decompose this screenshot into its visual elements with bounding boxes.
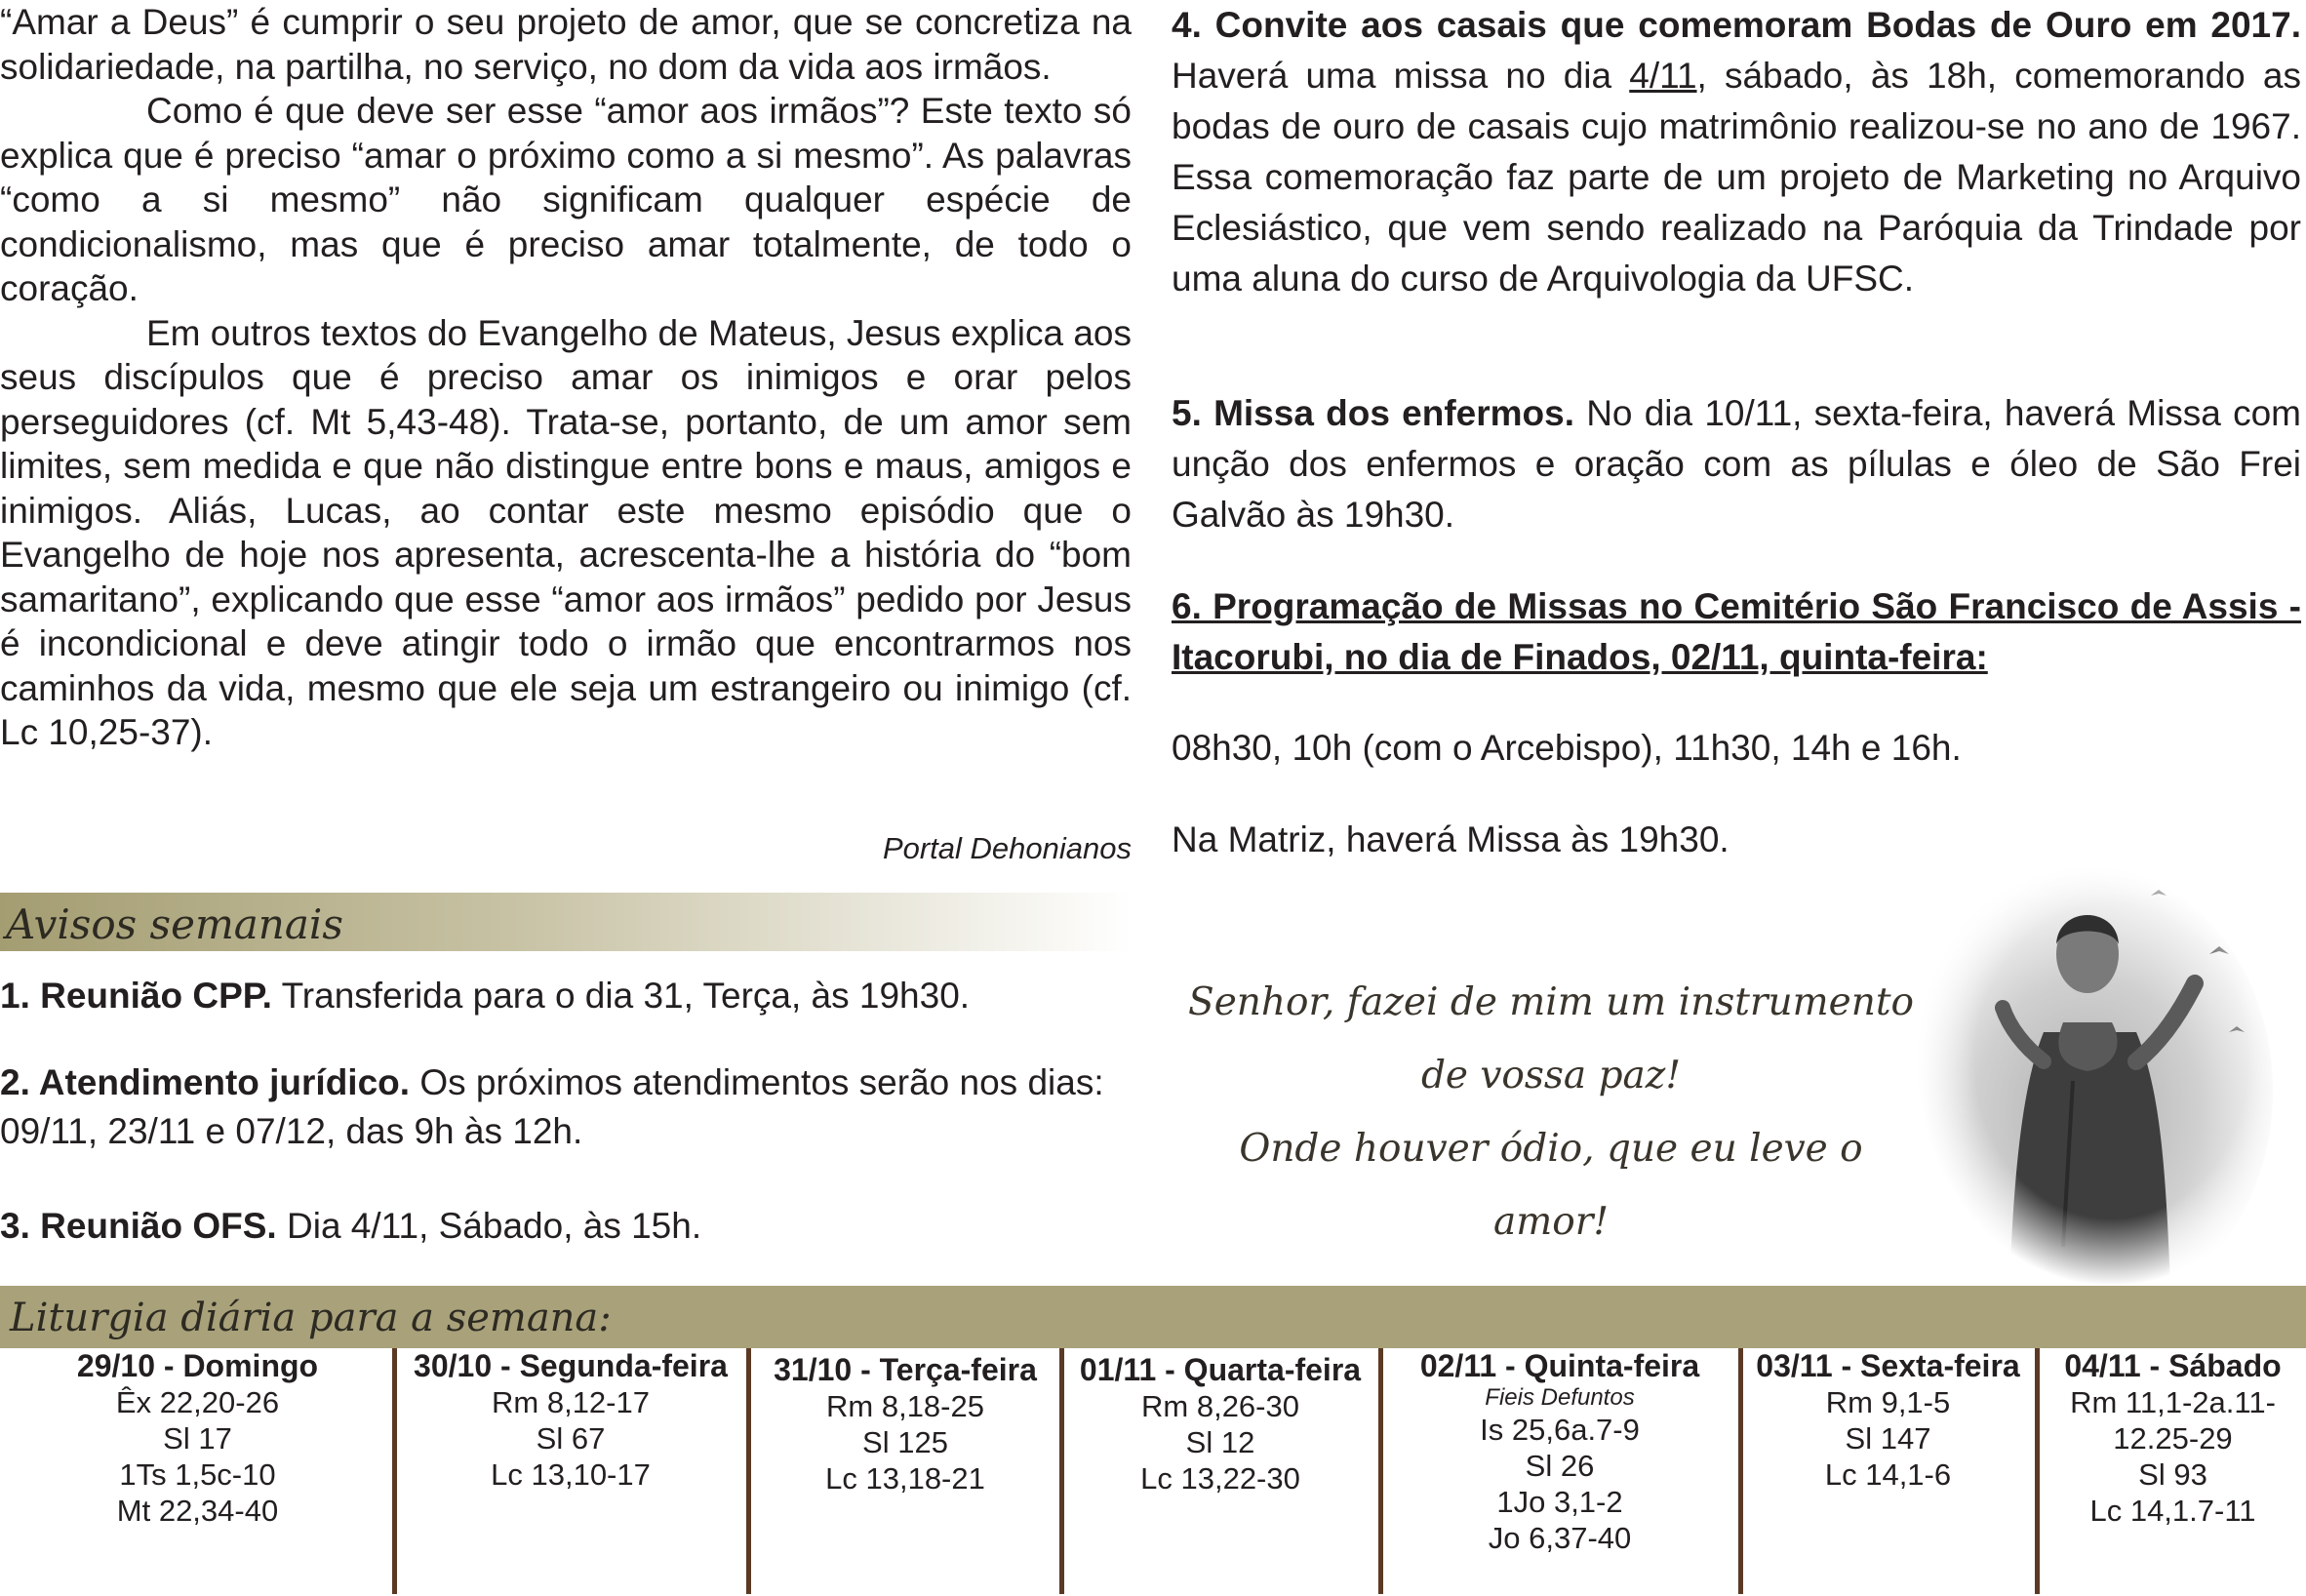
reading-line: Lc 13,10-17	[491, 1457, 651, 1492]
liturgia-day-header: 04/11 - Sábado	[2064, 1348, 2282, 1383]
notice-item-4-title: 4. Convite aos casais que comemoram Bodas de Ouro em 2017.	[1172, 5, 2301, 45]
reading-line: Sl 26	[1525, 1449, 1595, 1483]
source-credit: Portal Dehonianos	[882, 831, 1132, 865]
notice-item-3-title: 3. Reunião OFS.	[0, 1206, 277, 1246]
liturgia-header-bar	[0, 1286, 2306, 1348]
notice-item-4-text-a: Haverá uma missa no dia	[1172, 56, 1630, 96]
reading-line: Sl 17	[163, 1421, 232, 1456]
prayer-line-4: amor!	[1492, 1200, 1610, 1244]
reflection-paragraph-1: “Amar a Deus” é cumprir o seu projeto de amor, que se concretiza na solidariedade, na partilha, no serviço, no dom da vida aos irmãos.	[0, 2, 1132, 87]
reflection-paragraph-2: Como é que deve ser esse “amor aos irmãos”? Este texto só explica que é preciso “amar o próximo como a si mesmo”. As palavras “como a si mesmo” não significam qualquer espécie de condicionalismo, mas que é preciso amar totalmente, de todo o coração.	[0, 91, 1132, 308]
reading-line: Mt 22,34-40	[116, 1494, 279, 1528]
liturgia-day	[1064, 1352, 1376, 1596]
notice-item-3-text: Dia 4/11, Sábado, às 15h.	[276, 1206, 702, 1246]
notice-item-4	[1172, 0, 2301, 304]
liturgia-day	[1383, 1348, 1736, 1592]
reading-line: Sl 147	[1845, 1421, 1931, 1456]
reading-line: Rm 9,1-5	[1825, 1385, 1951, 1419]
liturgia-day	[1743, 1348, 2033, 1592]
notice-item-3	[0, 1202, 1136, 1251]
reading-line: 12.25-29	[2113, 1421, 2233, 1456]
notice-item-5	[1172, 388, 2301, 540]
notice-item-1-text: Transferida para o dia 31, Terça, às 19h30.	[271, 976, 971, 1016]
reading-line: Sl 12	[1185, 1425, 1255, 1459]
prayer-quote	[1151, 966, 1951, 1258]
notice-item-2-title: 2. Atendimento jurídico.	[0, 1062, 411, 1102]
reading-line: Is 25,6a.7-9	[1480, 1413, 1640, 1447]
reading-line: Sl 125	[862, 1425, 948, 1459]
reading-line: Êx 22,20-26	[115, 1385, 280, 1419]
liturgia-day-header: 03/11 - Sexta-feira	[1756, 1348, 2020, 1383]
liturgia-day-header: 30/10 - Segunda-feira	[414, 1348, 728, 1383]
notice-item-4-text-b: , sábado, às 18h, comemorando as bodas de ouro de casais cujo matrimônio realizou-se no ano de 1967. Essa comemoração faz parte de um projeto de Marketing no Arquivo Eclesiástico, que vem sendo realizado na Paróquia da Trindade por uma aluna do curso de Arquivologia da UFSC.	[1172, 56, 2301, 299]
notice-item-6-matriz: Na Matriz, haverá Missa às 19h30.	[1172, 819, 1730, 859]
liturgia-day-header: 31/10 - Terça-feira	[774, 1352, 1037, 1387]
notice-item-5-title: 5. Missa dos enfermos.	[1172, 393, 1574, 433]
reading-line: Sl 67	[536, 1421, 606, 1456]
liturgia-day	[2040, 1348, 2306, 1592]
liturgia-day-header: 02/11 - Quinta-feira	[1419, 1348, 1700, 1383]
liturgia-day-header: 29/10 - Domingo	[76, 1348, 319, 1383]
prayer-line-3: Onde houver ódio, que eu leve o	[1239, 1127, 1863, 1171]
reading-line: Rm 8,12-17	[492, 1385, 650, 1419]
liturgia-day	[751, 1352, 1059, 1596]
liturgia-title: Liturgia diária para a semana:	[10, 1296, 612, 1340]
prayer-line-2: de vossa paz!	[1420, 1054, 1682, 1097]
reading-line: Lc 13,18-21	[825, 1461, 985, 1496]
reading-line: Lc 13,22-30	[1140, 1461, 1300, 1496]
reading-line: 1Jo 3,1-2	[1496, 1485, 1623, 1519]
notice-item-2-text: Os próximos atendimentos serão nos dias: 09/11, 23/11 e 07/12, das 9h às 12h.	[0, 1062, 1104, 1151]
notice-item-2	[0, 1058, 1136, 1156]
notice-item-6-title: 6. Programação de Missas no Cemitério São Francisco de Assis - Itacorubi, no dia de Finados, 02/11, quinta-feira:	[1172, 586, 2301, 677]
reading-line: Lc 14,1-6	[1824, 1457, 1952, 1492]
notice-item-6	[1172, 581, 2301, 683]
reading-line: Jo 6,37-40	[1488, 1521, 1632, 1555]
notice-item-1-title: 1. Reunião CPP.	[0, 976, 272, 1016]
reflection-paragraph-3: Em outros textos do Evangelho de Mateus, Jesus explica aos seus discípulos que é preciso amar os inimigos e orar pelos perseguidores (cf. Mt 5,43-48). Trata-se, portanto, de um amor sem limites, sem medida e que não distingue entre bons e maus, amigos e inimigos. Aliás, Lucas, ao contar este mesmo episódio que o Evangelho de hoje nos apresenta, acrescenta-lhe a história do “bom samaritano”, explicando que esse “amor aos irmãos” pedido por Jesus é incondicional e deve atingir todo o irmão que encontrarmos nos caminhos da vida, mesmo que ele seja um estrangeiro ou inimigo (cf. Lc 10,25-37).	[0, 312, 1132, 752]
reading-line: Lc 14,1.7-11	[2089, 1494, 2256, 1528]
avisos-title: Avisos semanais	[6, 900, 343, 948]
saint-francis-figure	[1917, 837, 2306, 1286]
prayer-line-1: Senhor, fazei de mim um instrumento	[1188, 980, 1914, 1024]
notice-item-5-text: No dia 10/11, sexta-feira, haverá Missa com unção dos enfermos e oração com as pílulas e óleo de São Frei Galvão às 19h30.	[1172, 393, 2301, 535]
liturgia-day	[397, 1348, 744, 1592]
liturgia-day	[0, 1348, 395, 1592]
liturgia-day-note: Fieis Defuntos	[1485, 1384, 1635, 1411]
reading-line: Rm 11,1-2a.11-	[2070, 1385, 2276, 1419]
reading-line: Rm 8,18-25	[826, 1389, 984, 1423]
reflection-text	[0, 0, 1132, 755]
reading-line: 1Ts 1,5c-10	[119, 1457, 276, 1492]
reading-line: Sl 93	[2138, 1457, 2207, 1492]
notice-item-1	[0, 972, 1136, 1020]
avisos-header-bar	[0, 893, 1132, 951]
reading-line: Rm 8,26-30	[1141, 1389, 1299, 1423]
notice-item-6-times: 08h30, 10h (com o Arcebispo), 11h30, 14h e 16h.	[1172, 728, 1962, 768]
liturgia-day-header: 01/11 - Quarta-feira	[1079, 1352, 1362, 1387]
notice-item-4-date: 4/11	[1629, 56, 1697, 96]
